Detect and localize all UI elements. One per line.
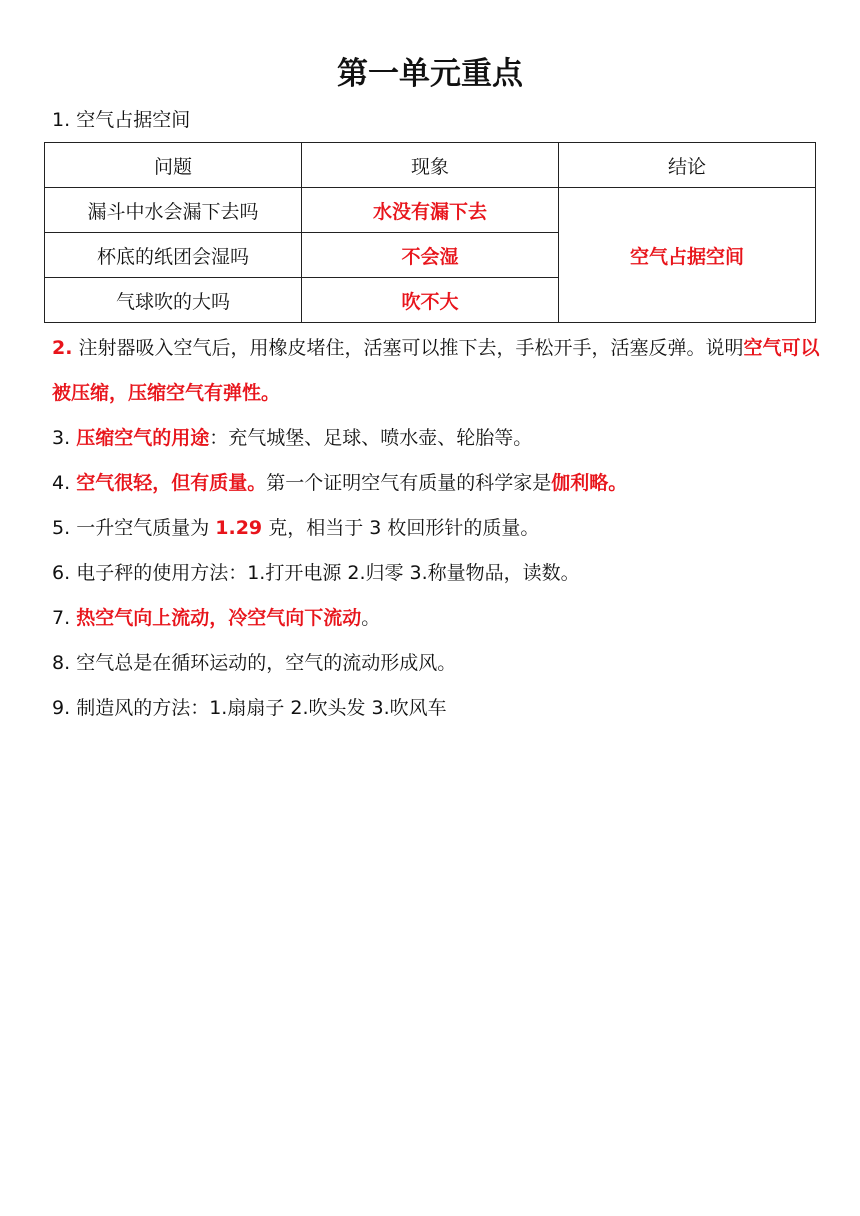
point-text: ：充气城堡、足球、喷水壶、轮胎等。 xyxy=(209,427,533,449)
point-text-b: 克，相当于 3 枚回形针的质量。 xyxy=(268,517,540,539)
point-highlight: 压缩空气的用途 xyxy=(76,427,210,449)
point-highlight-2: 伽利略。 xyxy=(551,472,628,494)
point-4 xyxy=(52,461,822,506)
point-text: 电子秤的使用方法：1.打开电源 2.归零 3.称量物品，读数。 xyxy=(76,562,580,584)
point-number: 7. xyxy=(52,607,71,629)
point-text: 。 xyxy=(361,607,381,629)
header-conclusion: 结论 xyxy=(559,143,816,188)
point-7 xyxy=(52,596,822,641)
point-text-a: 一升空气质量为 xyxy=(76,517,210,539)
section-1-heading xyxy=(52,106,190,134)
point-text: 制造风的方法：1.扇扇子 2.吹头发 3.吹风车 xyxy=(76,697,447,719)
point-number: 4. xyxy=(52,472,71,494)
phenomenon-cell: 不会湿 xyxy=(302,233,559,278)
page-title: 第一单元重点 xyxy=(337,56,523,92)
header-phenomenon: 现象 xyxy=(302,143,559,188)
point-highlight: 空气很轻，但有质量。 xyxy=(76,472,267,494)
point-number: 6. xyxy=(52,562,71,584)
point-number: 9. xyxy=(52,697,71,719)
point-3 xyxy=(52,416,822,461)
point-text: 注射器吸入空气后，用橡皮堵住，活塞可以推下去，手松开手，活塞反弹。说明 xyxy=(72,337,744,359)
point-6 xyxy=(52,551,822,596)
point-number: 3. xyxy=(52,427,71,449)
section-number: 1. xyxy=(52,109,71,131)
point-highlight: 1.29 xyxy=(215,517,263,539)
table-header-row xyxy=(45,143,816,188)
point-highlight: 热空气向上流动，冷空气向下流动 xyxy=(76,607,362,629)
conclusion-cell: 空气占据空间 xyxy=(559,188,816,323)
point-number: 2. xyxy=(52,337,73,359)
observation-table xyxy=(44,142,816,323)
question-cell: 气球吹的大吗 xyxy=(45,278,302,323)
point-number: 8. xyxy=(52,652,71,674)
point-2 xyxy=(52,326,822,416)
point-5 xyxy=(52,506,822,551)
point-highlight: 空气可以被压缩，压缩空气有弹性。 xyxy=(52,337,820,404)
section-text: 空气占据空间 xyxy=(76,109,191,131)
question-cell: 杯底的纸团会湿吗 xyxy=(45,233,302,278)
point-9 xyxy=(52,686,822,731)
point-number: 5. xyxy=(52,517,71,539)
header-question: 问题 xyxy=(45,143,302,188)
phenomenon-cell: 水没有漏下去 xyxy=(302,188,559,233)
phenomenon-cell: 吹不大 xyxy=(302,278,559,323)
question-cell: 漏斗中水会漏下去吗 xyxy=(45,188,302,233)
point-8 xyxy=(52,641,822,686)
point-text: 第一个证明空气有质量的科学家是 xyxy=(266,472,552,494)
point-text: 空气总是在循环运动的，空气的流动形成风。 xyxy=(76,652,457,674)
table-row xyxy=(45,188,816,233)
